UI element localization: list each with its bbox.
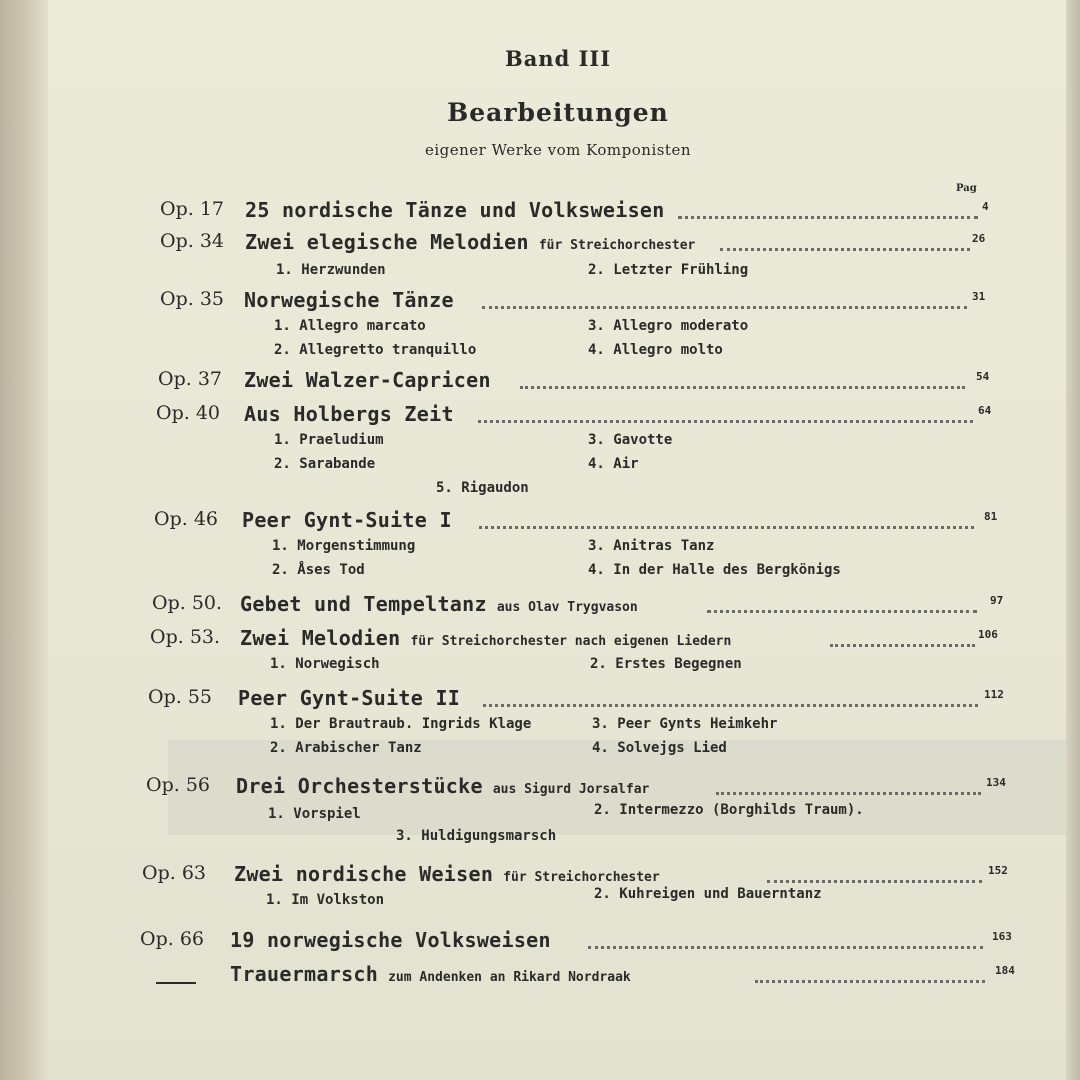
opus-number: Op. 56 — [146, 774, 210, 796]
movement-item: 3. Gavotte — [588, 432, 673, 448]
toc-entry — [158, 368, 988, 398]
work-title: Norwegische Tänze — [244, 288, 454, 312]
movement-item: 1. Praeludium — [274, 432, 384, 448]
toc-entry — [152, 592, 1002, 622]
movement-item: 3. Huldigungsmarsch — [396, 828, 557, 844]
leader-dots — [830, 630, 975, 647]
opus-number: Op. 50. — [152, 592, 223, 614]
opus-number: Op. 17 — [160, 198, 224, 220]
opus-number: Op. 46 — [154, 508, 218, 530]
opus-number: Op. 53. — [150, 626, 221, 648]
movement-item: 3. Allegro moderato — [588, 318, 749, 334]
page-number: 54 — [976, 370, 990, 383]
work-qualifier: für Streichorchester nach eigenen Liedern — [410, 634, 732, 649]
opus-number: Op. 34 — [160, 230, 224, 252]
toc-entry — [146, 774, 1016, 804]
movement-item: 2. Erstes Begegnen — [590, 656, 742, 672]
page-number: 26 — [972, 232, 986, 245]
work-title: Peer Gynt-Suite I — [242, 508, 452, 532]
leader-dots — [720, 234, 970, 251]
leader-dots — [678, 202, 978, 219]
page-number: 4 — [982, 200, 989, 213]
work-title: Zwei nordische Weisen — [234, 862, 494, 886]
page-column-label: Pag — [956, 183, 977, 194]
work-qualifier: zum Andenken an Rikard Nordraak — [388, 970, 631, 985]
book-page — [48, 0, 1068, 1080]
movement-item: 1. Der Brautraub. Ingrids Klage — [270, 716, 532, 732]
toc-entry — [160, 288, 990, 318]
work-title: Aus Holbergs Zeit — [244, 402, 454, 426]
opus-number: Op. 40 — [156, 402, 220, 424]
opus-number: Op. 35 — [160, 288, 224, 310]
leader-dots — [755, 966, 985, 983]
volume-heading: Band III — [504, 46, 612, 71]
leader-dots — [767, 866, 982, 883]
movement-item: 1. Im Volkston — [266, 892, 385, 908]
work-qualifier: für Streichorchester — [538, 238, 696, 253]
leader-dots — [716, 778, 981, 795]
leader-dots — [588, 932, 983, 949]
toc-entry — [156, 402, 992, 432]
work-title: Peer Gynt-Suite II — [238, 686, 461, 710]
movement-item: 2. Kuhreigen und Bauerntanz — [594, 886, 822, 902]
work-title: Zwei elegische Melodien — [245, 230, 529, 254]
movement-item: 4. Solvejgs Lied — [592, 740, 727, 756]
page-number: 112 — [984, 688, 1004, 701]
movement-item: 3. Anitras Tanz — [588, 538, 715, 554]
toc-entry — [148, 686, 1010, 716]
opus-number: Op. 66 — [140, 928, 204, 950]
leader-dots — [707, 596, 977, 613]
leader-dots — [478, 406, 973, 423]
work-qualifier: für Streichorchester — [503, 870, 660, 885]
toc-entry — [160, 198, 990, 228]
movement-item: 1. Vorspiel — [268, 806, 361, 822]
movement-item: 4. Allegro molto — [588, 342, 723, 358]
page-number: 163 — [992, 930, 1012, 943]
page-number: 31 — [972, 290, 986, 303]
page-subtitle: eigener Werke vom Komponisten — [424, 141, 691, 159]
movement-item: 5. Rigaudon — [436, 480, 529, 496]
leader-dots — [482, 292, 967, 309]
leader-dots — [483, 690, 978, 707]
toc-entry — [140, 962, 1020, 992]
movement-item: 1. Allegro marcato — [274, 318, 426, 334]
page-number: 64 — [978, 404, 992, 417]
work-title: 25 nordische Tänze und Volksweisen — [245, 198, 665, 222]
book-spine-edge — [0, 0, 48, 1080]
movement-item: 1. Herzwunden — [276, 262, 386, 278]
page-number: 106 — [978, 628, 998, 641]
opus-number: Op. 37 — [158, 368, 222, 390]
toc-entry — [150, 626, 1005, 656]
page-number: 97 — [990, 594, 1004, 607]
movement-item: 2. Sarabande — [274, 456, 376, 472]
work-title: Trauermarsch — [230, 962, 379, 986]
movement-item: 2. Letzter Frühling — [588, 262, 749, 278]
leader-dots — [479, 512, 974, 529]
page-number: 81 — [984, 510, 998, 523]
work-title: Zwei Melodien — [240, 626, 401, 650]
page-title: Bearbeitungen — [447, 98, 669, 127]
movement-item: 2. Åses Tod — [272, 562, 365, 578]
movement-item: 2. Arabischer Tanz — [270, 740, 422, 756]
work-qualifier: aus Olav Trygvason — [496, 600, 638, 615]
leader-dots — [520, 372, 965, 389]
page-edge — [1066, 0, 1080, 1080]
toc-entry — [160, 230, 990, 260]
movement-item: 2. Intermezzo (Borghilds Traum). — [594, 802, 864, 818]
movement-item: 4. Air — [588, 456, 639, 472]
opus-number: Op. 55 — [148, 686, 212, 708]
page-number: 134 — [986, 776, 1006, 789]
toc-entry — [142, 862, 1018, 892]
page-number: 152 — [988, 864, 1008, 877]
movement-item: 2. Allegretto tranquillo — [274, 342, 477, 358]
page-number: 184 — [995, 964, 1015, 977]
work-title: Zwei Walzer-Capricen — [244, 368, 491, 392]
opus-number: Op. 63 — [142, 862, 206, 884]
toc-entry — [140, 928, 1020, 958]
toc-entry — [154, 508, 998, 538]
movement-item: 1. Norwegisch — [270, 656, 380, 672]
movement-item: 4. In der Halle des Bergkönigs — [588, 562, 841, 578]
movement-item: 1. Morgenstimmung — [272, 538, 416, 554]
movement-item: 3. Peer Gynts Heimkehr — [592, 716, 778, 732]
work-title: 19 norwegische Volksweisen — [230, 928, 551, 952]
work-qualifier: aus Sigurd Jorsalfar — [492, 782, 650, 797]
work-title: Gebet und Tempeltanz — [240, 592, 487, 616]
work-title: Drei Orchesterstücke — [236, 774, 483, 798]
